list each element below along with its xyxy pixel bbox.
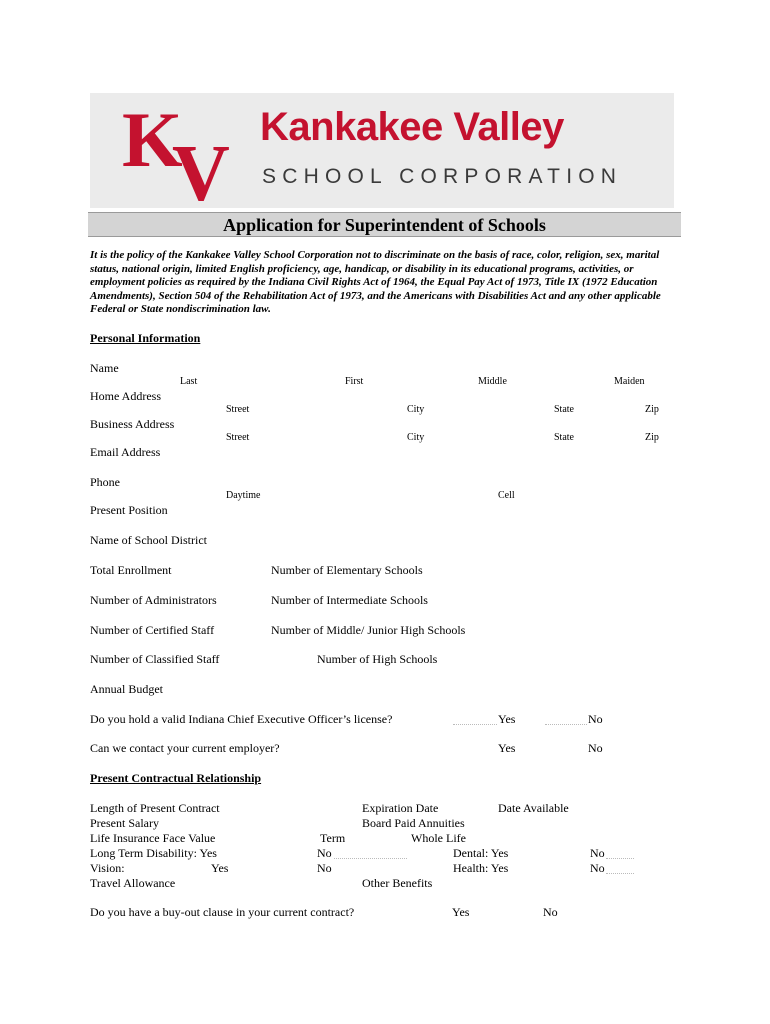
license-yes-field[interactable] (453, 724, 497, 725)
middle-caption: Middle (478, 376, 507, 387)
contact-no-option[interactable]: No (588, 741, 603, 755)
contract-length-label: Length of Present Contract (90, 801, 220, 815)
vision-no-label: No (317, 861, 332, 875)
page-title: Application for Superintendent of Schools (223, 215, 546, 235)
salary-label: Present Salary (90, 816, 159, 830)
travel-allowance-label: Travel Allowance (90, 876, 176, 890)
first-caption: First (345, 376, 364, 387)
business-street-caption: Street (226, 432, 250, 443)
home-address-label: Home Address (90, 389, 161, 403)
home-state-caption: State (554, 404, 574, 415)
life-insurance-label: Life Insurance Face Value (90, 831, 216, 845)
license-question: Do you hold a valid Indiana Chief Executive Officer’s license? (90, 712, 393, 726)
dental-no-label: No (590, 846, 605, 860)
total-enrollment-label: Total Enrollment (90, 563, 172, 577)
term-label: Term (320, 831, 346, 845)
vision-yes-label: Yes (211, 861, 229, 875)
home-zip-caption: Zip (645, 404, 659, 415)
business-zip-caption: Zip (645, 432, 659, 443)
num-high-label: Number of High Schools (317, 652, 438, 666)
kv-logo-icon (120, 96, 236, 204)
business-address-label: Business Address (90, 417, 175, 431)
contact-question: Can we contact your current employer? (90, 741, 280, 755)
maiden-caption: Maiden (614, 376, 645, 387)
ltd-no-field[interactable] (334, 858, 407, 859)
brand-subtitle: SCHOOL CORPORATION (262, 165, 623, 188)
ltd-no-label: No (317, 846, 332, 860)
ltd-label: Long Term Disability: Yes (90, 846, 217, 860)
email-label: Email Address (90, 445, 161, 459)
last-caption: Last (180, 376, 198, 387)
num-elementary-label: Number of Elementary Schools (271, 563, 423, 577)
num-classified-label: Number of Classified Staff (90, 652, 220, 666)
annual-budget-label: Annual Budget (90, 682, 163, 696)
contract-heading: Present Contractual Relationship (90, 771, 262, 785)
title-bar (88, 212, 681, 237)
district-label: Name of School District (90, 533, 207, 547)
name-label: Name (90, 361, 119, 375)
brand-name: Kankakee Valley (260, 105, 564, 149)
whole-life-label: Whole Life (411, 831, 466, 845)
num-admin-label: Number of Administrators (90, 593, 217, 607)
dental-no-field[interactable] (606, 858, 634, 859)
policy-statement: It is the policy of the Kankakee Valley School Corporation not to discriminate on the basis of race, color, religion, sex, marital status, national origin, limited English proficiency, age, handicap, or disability in its educational programs, activities, or employment policies as required by the Indiana Civil Rights Act of 1964, the Equal Pay Act of 1973, Title IX (1972 Education Amendments), Section 504 of the Rehabilitation Act of 1973, and the Americans with Disabilities Act and any other applicable Federal or State nondiscrimination law. (90, 249, 661, 316)
dental-label: Dental: Yes (453, 846, 509, 860)
date-available-label: Date Available (498, 801, 569, 815)
present-position-label: Present Position (90, 503, 168, 517)
personal-info-heading: Personal Information (90, 331, 201, 345)
header-banner (90, 93, 674, 208)
license-no-field[interactable] (545, 724, 587, 725)
num-middle-label: Number of Middle/ Junior High Schools (271, 623, 466, 637)
svg-text:V: V (172, 130, 230, 204)
phone-label: Phone (90, 475, 120, 489)
buyout-yes-option[interactable]: Yes (452, 905, 470, 919)
license-yes-label: Yes (498, 712, 516, 726)
business-state-caption: State (554, 432, 574, 443)
daytime-caption: Daytime (226, 490, 261, 501)
license-no-label: No (588, 712, 603, 726)
contact-yes-option[interactable]: Yes (498, 741, 516, 755)
home-city-caption: City (407, 404, 425, 415)
health-no-field[interactable] (606, 873, 634, 874)
buyout-no-option[interactable]: No (543, 905, 558, 919)
other-benefits-label: Other Benefits (362, 876, 433, 890)
cell-caption: Cell (498, 490, 515, 501)
annuities-label: Board Paid Annuities (362, 816, 465, 830)
buyout-question: Do you have a buy-out clause in your current contract? (90, 905, 355, 919)
health-no-label: No (590, 861, 605, 875)
num-certified-label: Number of Certified Staff (90, 623, 215, 637)
business-city-caption: City (407, 432, 425, 443)
health-label: Health: Yes (453, 861, 509, 875)
home-street-caption: Street (226, 404, 250, 415)
svg-text:K: K (122, 96, 183, 183)
vision-label: Vision: (90, 861, 125, 875)
expiration-label: Expiration Date (362, 801, 439, 815)
num-intermediate-label: Number of Intermediate Schools (271, 593, 428, 607)
